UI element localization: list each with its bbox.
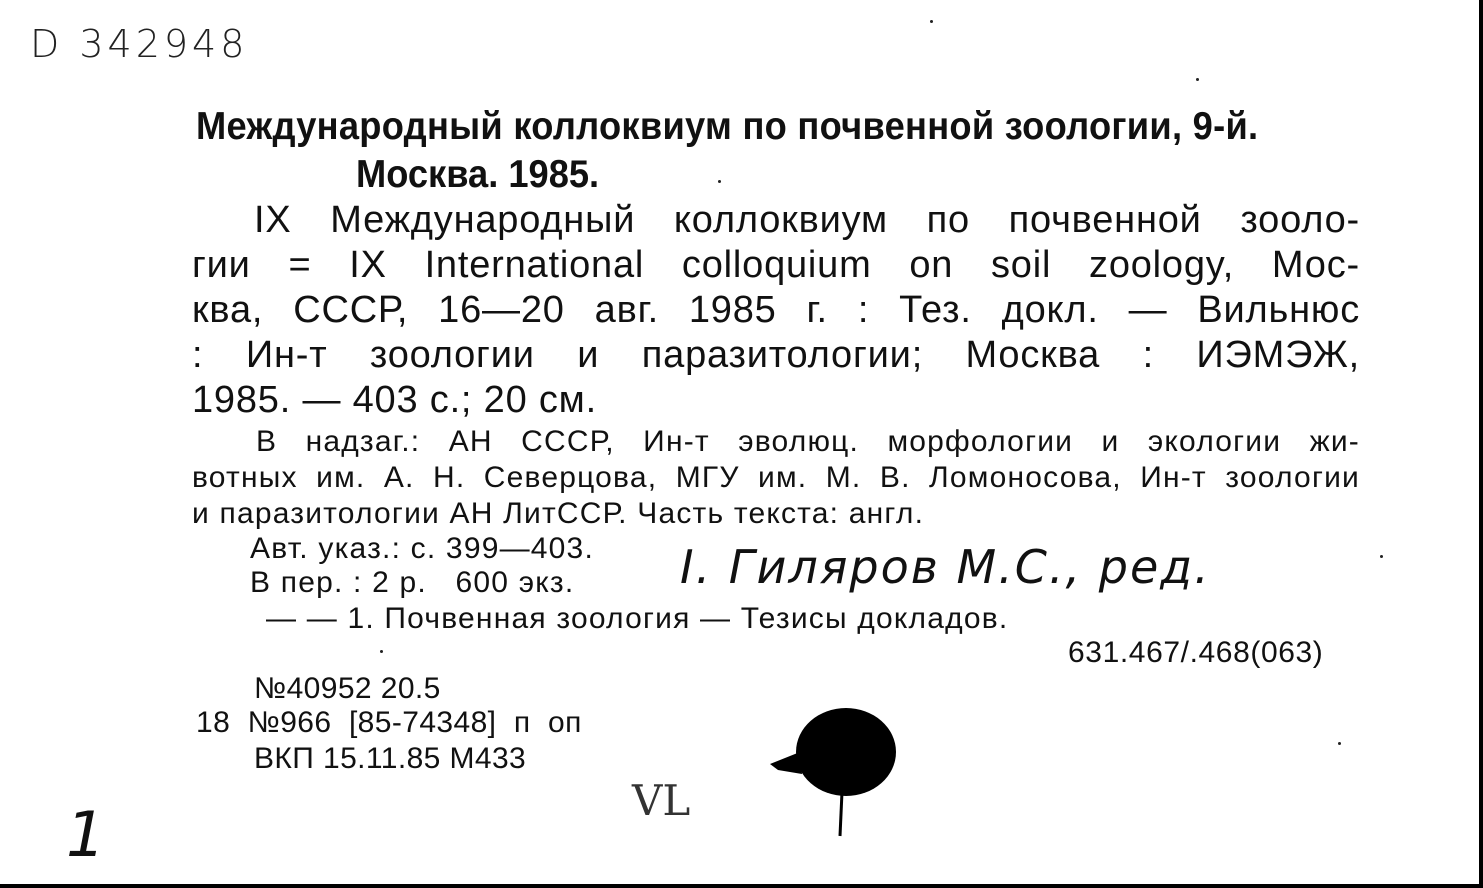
heading-place-year: Москва. 1985. [356, 153, 600, 196]
card-number: 1 [66, 798, 106, 871]
notes-line: вотных им. А. Н. Северцова, МГУ им. М. В. Ломоносова, Ин-т зоологии [192, 461, 1360, 494]
speck [380, 650, 383, 653]
udc-code: 631.467/.468(063) [1068, 636, 1324, 669]
description-line: ква, СССР, 16—20 авг. 1985 г. : Тез. докл. — Вильнюс [192, 289, 1360, 331]
notes-line: В надзаг.: АН СССР, Ин-т эволюц. морфологии и экологии жи- [256, 425, 1360, 458]
library-mark: VL [632, 776, 691, 825]
speck [930, 20, 933, 23]
description-line: : Ин-т зоологии и паразитологии; Москва : ИЭМЭЖ, [192, 334, 1360, 376]
notes [192, 424, 1360, 532]
price-line: В пер. : 2 р. 600 экз. [250, 566, 575, 599]
description-line: гии = IX International colloquium on soil zoology, Мос- [192, 244, 1360, 286]
description-line: IX Международный коллоквиум по почвенной зооло- [254, 199, 1360, 241]
subject-heading-line: — — 1. Почвенная зоология — Тезисы докладов. [266, 602, 1009, 635]
vkp-line: ВКП 15.11.85 М433 [254, 742, 527, 775]
accession-stamp: D 342948 [30, 22, 249, 66]
speck [1196, 78, 1199, 81]
author-index: Авт. указ.: с. 399—403. [250, 532, 594, 565]
order-number: №40952 20.5 [254, 672, 441, 705]
notes-line: и паразитологии АН ЛитССР. Часть текста: англ. [192, 497, 925, 530]
heading-title: Международный коллоквиум по почвенной зоологии, 9-й. [196, 105, 1259, 148]
description-line: 1985. — 403 с.; 20 см. [192, 379, 597, 421]
handwritten-editor-note: I. Гиляров М.С., ред. [680, 540, 1211, 594]
speck [1380, 555, 1383, 558]
speck [1338, 742, 1341, 745]
speck [718, 180, 721, 183]
catalog-line: 18 №966 [85-74348] п оп [196, 706, 582, 739]
ink-blot-icon [764, 704, 904, 844]
bibliographic-description [192, 198, 1360, 423]
